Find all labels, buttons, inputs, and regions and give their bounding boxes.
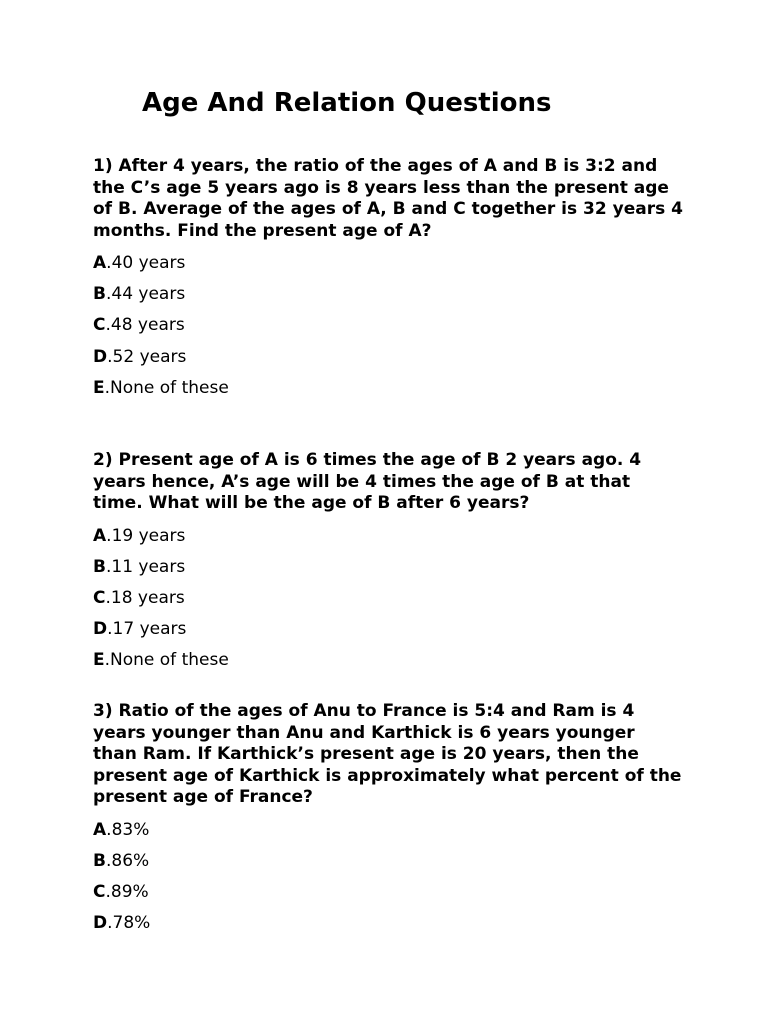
question-2 xyxy=(93,450,683,676)
option-text: .48 years xyxy=(105,315,185,336)
option-letter: B xyxy=(93,284,106,305)
option-text: .52 years xyxy=(107,346,187,367)
option-text: .None of these xyxy=(104,377,229,398)
option-e xyxy=(93,373,683,404)
question-3 xyxy=(93,701,683,939)
question-text: 2) Present age of A is 6 times the age of B 2 years ago. 4 years hence, A’s age will be 4 times the age of B at that time. What will be the age of B after 6 years? xyxy=(93,450,642,513)
option-b xyxy=(93,279,683,310)
option-text: .86% xyxy=(105,850,150,871)
option-text: .44 years xyxy=(105,284,186,305)
question-1 xyxy=(93,156,683,404)
option-d xyxy=(93,908,683,939)
option-letter: B xyxy=(93,850,106,871)
question-text: 3) Ratio of the ages of Anu to France is 5:4 and Ram is 4 years younger than Anu and Karthick is 6 years younger than Ram. If Karthick’s present age is 20 years, then the present age of Karthick is approximately what percent of the present age of France? xyxy=(93,701,682,807)
option-text: .11 years xyxy=(105,556,186,577)
page-title: Age And Relation Questions xyxy=(142,88,552,118)
option-letter: C xyxy=(93,315,106,336)
option-d xyxy=(93,614,683,645)
option-letter: E xyxy=(93,650,105,671)
option-text: .83% xyxy=(106,819,150,840)
options-list xyxy=(93,248,683,404)
option-text: .78% xyxy=(107,913,151,934)
option-letter: B xyxy=(93,556,106,577)
option-d xyxy=(93,342,683,373)
option-text: .18 years xyxy=(105,587,185,608)
question-text: 1) After 4 years, the ratio of the ages of A and B is 3:2 and the C’s age 5 years ago is 8 years less than the present age of B. Average of the ages of A, B and C together is 32 years 4 months. Find the present age of A? xyxy=(93,156,683,241)
option-e xyxy=(93,645,683,676)
option-letter: D xyxy=(93,913,108,934)
option-a xyxy=(93,521,683,552)
option-text: .17 years xyxy=(107,619,187,640)
options-list xyxy=(93,521,683,677)
option-a xyxy=(93,815,683,846)
option-letter: D xyxy=(93,346,108,367)
option-b xyxy=(93,552,683,583)
option-letter: C xyxy=(93,881,106,902)
option-text: .None of these xyxy=(104,650,229,671)
option-letter: A xyxy=(93,525,107,546)
option-b xyxy=(93,846,683,877)
option-text: .89% xyxy=(105,881,149,902)
option-c xyxy=(93,877,683,908)
option-c xyxy=(93,583,683,614)
option-c xyxy=(93,310,683,341)
option-text: .40 years xyxy=(106,253,186,273)
options-list xyxy=(93,815,683,940)
option-letter: D xyxy=(93,619,108,640)
option-letter: A xyxy=(93,819,107,840)
option-letter: E xyxy=(93,377,105,398)
option-letter: A xyxy=(93,253,107,273)
option-letter: C xyxy=(93,587,106,608)
option-a xyxy=(93,248,683,279)
option-text: .19 years xyxy=(106,525,186,546)
